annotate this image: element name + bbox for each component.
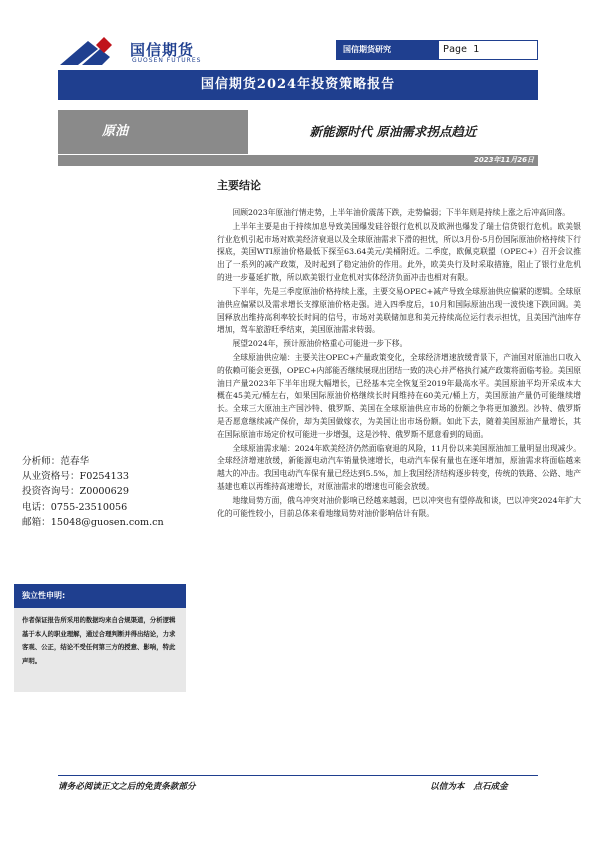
paragraph: 地缘局势方面，俄乌冲突对油价影响已经越来越弱，巴以冲突也有望停战和谈，巴以冲突2024年扩大化的可能性较小，目前总体来看地缘局势对油价影响估计有限。 bbox=[217, 495, 581, 518]
section-title: 主要结论 bbox=[217, 179, 261, 192]
page-number: Page 1 bbox=[438, 40, 538, 60]
brand-name-cn: 国信期货 bbox=[130, 41, 195, 59]
category-label: 原油 bbox=[58, 110, 248, 154]
header-label: 国信期货研究 bbox=[336, 40, 438, 60]
paragraph: 全球原油供应端：主要关注OPEC+产量政策变化，全球经济增速放缓背景下，产油国对原油出口收入的依赖可能会更强，OPEC+内部能否继续展现出团结一致的决心并严格执行减产政策将面临考验。美国原油日产量2023年下半年出现大幅增长，已经基本完全恢复至2019年最高水平。美国原油平均开采成本大概在45美元/桶左右，如果国际原油价格继续长时间维持在60美元/桶上方，美国原油产量仍可能继续增长。全球三大原油主产国沙特、俄罗斯、美国在全球原油供应市场的份额之争将更加激烈。沙特、俄罗斯是否愿意继续减产保价，却为美国做嫁衣，为美国让出市场份额。如此下去，随着美国原油产量增长，其在国际原油市场定价权可能进一步增强，这是沙特、俄罗斯不愿意看到的局面。 bbox=[217, 352, 581, 439]
footer-disclaimer-note: 请务必阅读正文之后的免责条款部分 bbox=[58, 782, 196, 792]
report-title: 国信期货2024年投资策略报告 bbox=[58, 70, 538, 100]
footer-slogan: 以信为本 点石成金 bbox=[430, 782, 508, 792]
analyst-name: 分析师：范春华 bbox=[22, 456, 90, 467]
paragraph: 全球原油需求端：2024年欧美经济仍然面临衰退的风险，11月份以来美国原油加工量明显出现减少。全球经济增速放缓，新能源电动汽车销量快速增长，电动汽车保有量也在逐年增加，原油需求将面临越来越大的冲击。我国电动汽车保有量已经达到5.5%，加上我国经济结构逐步转变，传统的铁路、公路、地产基建也难以再维持高速增长，对原油需求的增速也可能会放缓。 bbox=[217, 443, 581, 492]
report-subtitle: 新能源时代 原油需求拐点趋近 bbox=[309, 124, 477, 139]
disclaimer-text: 作者保证报告所采用的数据均来自合规渠道，分析逻辑基于本人的职业理解，通过合理判断并得出结论，力求客观、公正，结论不受任何第三方的授意、影响，特此声明。 bbox=[14, 608, 186, 692]
analyst-email[interactable]: 邮箱：15048@guosen.com.cn bbox=[22, 516, 164, 528]
paragraph: 下半年，先是三季度原油价格持续上涨，主要交易OPEC+减产导致全球原油供应偏紧的逻辑。全球原油供应偏紧以及需求增长支撑原油价格走强。进入四季度后，10月和国际原油出现一波快速下跌回调。美国释放出维持高利率较长时间的信号，市场对美联储加息和美元持续高位运行表示担忧，且美国汽油库存增加，驾车旅游旺季结束，美国原油需求转弱。 bbox=[217, 286, 581, 335]
paragraph: 回顾2023年原油行情走势，上半年油价震荡下跌，走势偏弱；下半年则是持续上涨之后冲高回落。 bbox=[232, 208, 570, 217]
paragraph: 上半年主要是由于持续加息导致美国爆发硅谷银行危机以及欧洲也爆发了瑞士信贷银行危机。欧美银行业危机引起市场对欧美经济衰退以及全球原油需求下滑的担忧，所以3月份-5月份国际原油价格持续下行探底，美国WTI原油价格最低下探至63.64美元/美桶附近。二季度，欧佩克联盟（OPEC+）召开会议推出了一系列的减产政策，及时起到了稳定油价的作用。此外，欧美央行及时采取措施，阻止了银行业危机的进一步蔓延扩散，所以欧美银行业危机对实体经济负面冲击也相对有限。 bbox=[217, 221, 581, 283]
brand-name-en: GUOSEN FUTURES bbox=[132, 57, 202, 64]
conclusion-body bbox=[217, 207, 581, 521]
analyst-phone: 电话：0755-23510056 bbox=[22, 501, 128, 513]
analyst-cert: 从业资格号：F0254133 bbox=[22, 471, 129, 483]
disclaimer-title: 独立性申明: bbox=[14, 584, 186, 608]
logo-mark-icon bbox=[58, 35, 126, 67]
report-date: 2023年11月26日 bbox=[58, 155, 538, 166]
analyst-info bbox=[22, 454, 202, 530]
brand-logo bbox=[58, 35, 258, 69]
paragraph: 展望2024年，预计原油价格重心可能进一步下移。 bbox=[232, 339, 408, 349]
analyst-advisory: 投资咨询号：Z0000629 bbox=[22, 486, 129, 498]
footer-divider bbox=[58, 775, 538, 776]
